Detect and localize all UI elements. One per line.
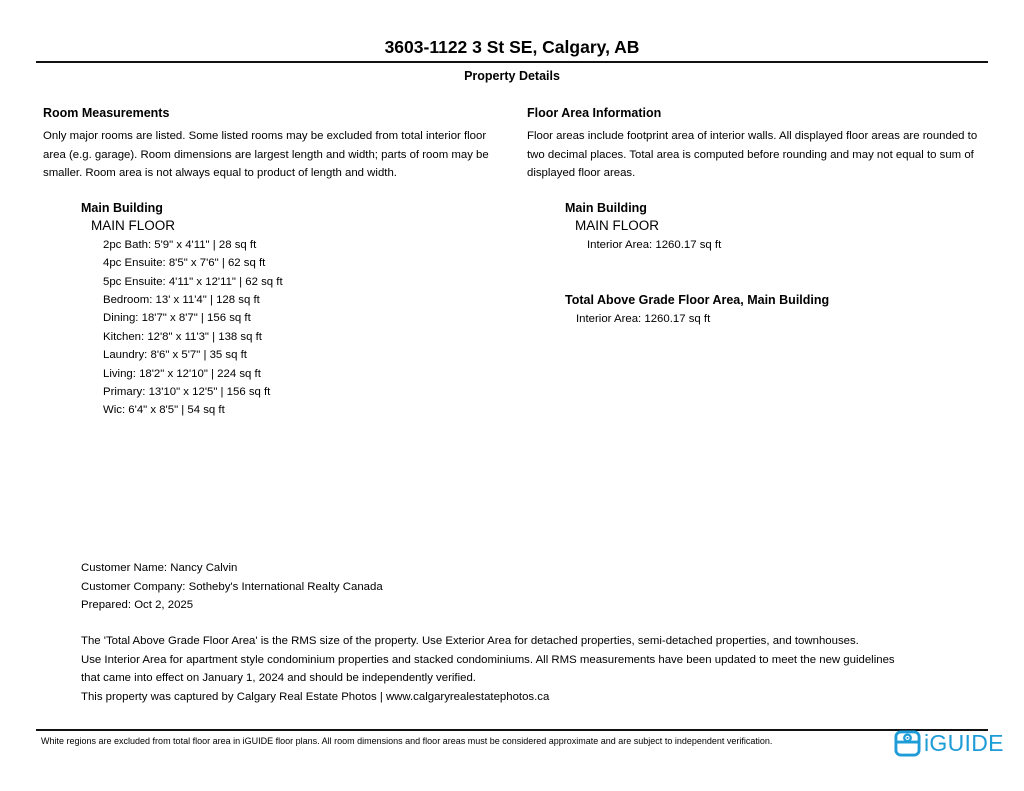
page-title: 3603-1122 3 St SE, Calgary, AB — [384, 37, 640, 57]
rms-note-line: that came into effect on January 1, 2024 and should be independently verified. — [81, 672, 476, 684]
footer-disclaimer: White regions are excluded from total floor area in iGUIDE floor plans. All room dimensions and floor areas must be considered approximate and are subject to independent verification. — [41, 736, 773, 746]
room-list — [103, 236, 283, 420]
footer-divider — [36, 729, 988, 731]
room-measurement-row: Primary: 13'10" x 12'5" | 156 sq ft — [103, 386, 271, 399]
prepared-date: Prepared: Oct 2, 2025 — [81, 599, 194, 611]
iguide-logo-icon — [894, 730, 921, 757]
room-list-block — [81, 199, 283, 420]
room-measurement-row: Kitchen: 12'8" x 11'3" | 138 sq ft — [103, 330, 262, 343]
floor-area-information-section — [527, 106, 993, 183]
building-title: Main Building — [565, 201, 647, 215]
floor-label: MAIN FLOOR — [91, 218, 176, 234]
room-measurements-heading: Room Measurements — [43, 106, 170, 120]
room-measurement-row: 4pc Ensuite: 8'5" x 7'6" | 62 sq ft — [103, 257, 266, 270]
customer-company: Customer Company: Sotheby's International Realty Canada — [81, 580, 383, 593]
floor-area-information-description: Floor areas include footprint area of interior walls. All displayed floor areas are rounded to two decimal places. Total area is computed before rounding and may not equal to sum of displayed floor areas. — [527, 130, 978, 180]
room-measurement-row: Living: 18'2" x 12'10" | 224 sq ft — [103, 367, 261, 380]
room-measurement-row: 5pc Ensuite: 4'11" x 12'11" | 62 sq ft — [103, 275, 283, 288]
rms-note-line: Use Interior Area for apartment style condominium properties and stacked condominiums. All RMS measurements have been updated to meet the new guidelines — [81, 653, 895, 666]
customer-name: Customer Name: Nancy Calvin — [81, 562, 238, 574]
header-divider — [36, 61, 988, 63]
room-measurement-row: Bedroom: 13' x 11'4" | 128 sq ft — [103, 294, 260, 307]
total-interior-area-value: Interior Area: 1260.17 sq ft — [576, 312, 711, 325]
room-measurement-row: Wic: 6'4" x 8'5" | 54 sq ft — [103, 404, 225, 417]
floor-area-block — [565, 199, 829, 328]
floor-label: MAIN FLOOR — [575, 218, 660, 234]
room-measurements-section — [43, 106, 505, 183]
iguide-logo-text: iGUIDE — [924, 730, 1004, 756]
building-title: Main Building — [81, 201, 163, 215]
room-measurement-row: Dining: 18'7" x 8'7" | 156 sq ft — [103, 312, 251, 325]
rms-note-line: This property was captured by Calgary Real Estate Photos | www.calgaryrealestatephotos.ca — [81, 690, 550, 703]
page-subtitle: Property Details — [464, 69, 560, 83]
rms-note-line: The 'Total Above Grade Floor Area' is the RMS size of the property. Use Exterior Area for detached properties, semi-detached properties, and townhouses. — [81, 635, 859, 647]
total-above-grade-heading: Total Above Grade Floor Area, Main Building — [565, 293, 830, 308]
interior-area-value: Interior Area: 1260.17 sq ft — [587, 238, 722, 251]
iguide-logo — [894, 730, 1004, 757]
floor-area-information-heading: Floor Area Information — [527, 106, 662, 120]
customer-info-block — [81, 559, 383, 615]
room-measurement-row: 2pc Bath: 5'9" x 4'11" | 28 sq ft — [103, 238, 257, 251]
room-measurements-description: Only major rooms are listed. Some listed rooms may be excluded from total interior floor area (e.g. garage). Room dimensions are largest length and width; parts of room may be smaller. Room area is not always equal to product of length and width. — [43, 130, 489, 180]
room-measurement-row: Laundry: 8'6" x 5'7" | 35 sq ft — [103, 349, 247, 362]
rms-notes-block — [81, 632, 895, 706]
